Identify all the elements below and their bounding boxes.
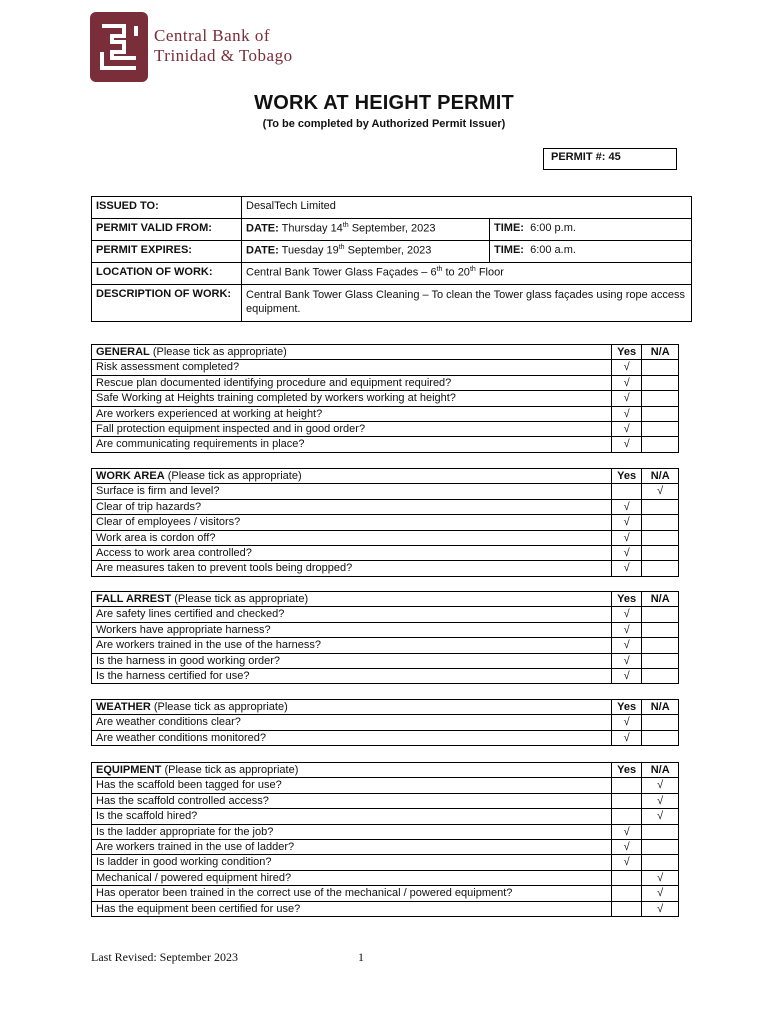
- checklist-row: [92, 545, 679, 560]
- na-checkbox[interactable]: [642, 515, 679, 530]
- na-checkbox[interactable]: √: [642, 778, 679, 793]
- expires-date-post: September, 2023: [344, 244, 432, 257]
- expires-date: [242, 241, 490, 263]
- checklist-header-row: [92, 469, 679, 484]
- checklist-question: Is the harness in good working order?: [92, 653, 612, 668]
- checklist-header-row: [92, 345, 679, 360]
- na-checkbox[interactable]: [642, 421, 679, 436]
- checklist-question: Are workers experienced at working at height?: [92, 406, 612, 421]
- checklist-question: Is the ladder appropriate for the job?: [92, 824, 612, 839]
- section-note: (Please tick as appropriate): [149, 346, 287, 358]
- na-checkbox[interactable]: √: [642, 809, 679, 824]
- na-checkbox[interactable]: [642, 406, 679, 421]
- checklist-row: [92, 653, 679, 668]
- yes-checkbox[interactable]: √: [611, 561, 642, 576]
- na-checkbox[interactable]: [642, 561, 679, 576]
- na-checkbox[interactable]: [642, 715, 679, 730]
- checklist-row: [92, 607, 679, 622]
- issued-to-value: DesalTech Limited: [242, 197, 692, 219]
- section-title-text: WORK AREA: [96, 470, 165, 482]
- yes-checkbox[interactable]: [611, 778, 642, 793]
- section-note: (Please tick as appropriate): [150, 701, 288, 713]
- checklist-row: [92, 730, 679, 745]
- na-checkbox[interactable]: [642, 824, 679, 839]
- checklist-question: Are weather conditions monitored?: [92, 730, 612, 745]
- checklist-question: Clear of trip hazards?: [92, 499, 612, 514]
- section-title: [92, 345, 612, 360]
- issued-to-label: ISSUED TO:: [92, 197, 242, 219]
- section-title: [92, 592, 612, 607]
- checklist-question: Are workers trained in the use of the harness?: [92, 638, 612, 653]
- bank-name: [154, 26, 293, 66]
- na-checkbox[interactable]: [642, 530, 679, 545]
- yes-checkbox[interactable]: √: [611, 437, 642, 452]
- na-checkbox[interactable]: [642, 668, 679, 683]
- expires-date-sup: th: [338, 244, 345, 251]
- checklist-row: [92, 622, 679, 637]
- checklist-row: [92, 809, 679, 824]
- yes-checkbox[interactable]: √: [611, 730, 642, 745]
- yes-checkbox[interactable]: √: [611, 638, 642, 653]
- section-note: (Please tick as appropriate): [161, 764, 299, 776]
- na-checkbox[interactable]: [642, 622, 679, 637]
- yes-checkbox[interactable]: √: [611, 668, 642, 683]
- yes-header: Yes: [611, 700, 642, 715]
- yes-checkbox[interactable]: √: [611, 406, 642, 421]
- checklist-row: [92, 515, 679, 530]
- yes-header: Yes: [611, 763, 642, 778]
- checklist-question: Risk assessment completed?: [92, 360, 612, 375]
- checklist-question: Has operator been trained in the correct use of the mechanical / powered equipment?: [92, 886, 612, 901]
- checklist-row: [92, 824, 679, 839]
- yes-checkbox[interactable]: [611, 484, 642, 499]
- document-subtitle: (To be completed by Authorized Permit Issuer): [262, 118, 506, 130]
- checklist-work-area: [91, 468, 679, 577]
- na-checkbox[interactable]: [642, 607, 679, 622]
- yes-checkbox[interactable]: [611, 901, 642, 916]
- yes-checkbox[interactable]: √: [611, 530, 642, 545]
- section-title: [92, 763, 612, 778]
- checklist-question: Are measures taken to prevent tools being dropped?: [92, 561, 612, 576]
- bank-name-line1: Central Bank of: [154, 26, 271, 45]
- yes-header: Yes: [611, 469, 642, 484]
- section-note: (Please tick as appropriate): [164, 470, 302, 482]
- section-title: [92, 700, 612, 715]
- yes-checkbox[interactable]: √: [611, 839, 642, 854]
- info-row-valid-from: [92, 219, 692, 241]
- checklist-question: Work area is cordon off?: [92, 530, 612, 545]
- location-value: [242, 263, 692, 285]
- checklist-row: [92, 793, 679, 808]
- time-label: TIME:: [494, 244, 524, 256]
- yes-checkbox[interactable]: √: [611, 715, 642, 730]
- checklist-question: Fall protection equipment inspected and in good order?: [92, 421, 612, 436]
- checklist-question: Are safety lines certified and checked?: [92, 607, 612, 622]
- checklist-row: [92, 375, 679, 390]
- location-sup2: th: [469, 266, 476, 273]
- expires-date-pre: Tuesday 19: [281, 244, 339, 257]
- na-header: N/A: [642, 700, 679, 715]
- valid-from-date-sup: th: [342, 222, 349, 229]
- yes-checkbox[interactable]: √: [611, 360, 642, 375]
- na-header: N/A: [642, 345, 679, 360]
- checklist-row: [92, 391, 679, 406]
- checklist-equipment: [91, 762, 679, 917]
- location-post: Floor: [475, 266, 504, 279]
- yes-checkbox[interactable]: [611, 870, 642, 885]
- checklist-row: [92, 499, 679, 514]
- checklist-row: [92, 901, 679, 916]
- info-row-issued-to: [92, 197, 692, 219]
- checklist-question: Safe Working at Heights training completed by workers working at height?: [92, 391, 612, 406]
- checklist-fall-arrest: [91, 591, 679, 684]
- section-title-text: EQUIPMENT: [96, 764, 162, 776]
- checklist-row: [92, 886, 679, 901]
- valid-from-date: [242, 219, 490, 241]
- checklist-row: [92, 437, 679, 452]
- section-title-text: FALL ARREST: [96, 593, 172, 605]
- yes-checkbox[interactable]: √: [611, 391, 642, 406]
- expires-label: PERMIT EXPIRES:: [92, 241, 242, 263]
- checklist-weather: [91, 699, 679, 746]
- expires-time-value: 6:00 a.m.: [530, 244, 576, 256]
- checklist-row: [92, 360, 679, 375]
- yes-checkbox[interactable]: √: [611, 499, 642, 514]
- checklist-row: [92, 484, 679, 499]
- yes-checkbox[interactable]: [611, 886, 642, 901]
- checklist-question: Clear of employees / visitors?: [92, 515, 612, 530]
- checklist-general: [91, 344, 679, 453]
- valid-from-date-pre: Thursday 14: [281, 222, 343, 235]
- location-pre: Central Bank Tower Glass Façades – 6: [246, 266, 437, 279]
- yes-checkbox[interactable]: √: [611, 824, 642, 839]
- checklist-question: Has the scaffold controlled access?: [92, 793, 612, 808]
- time-label: TIME:: [494, 222, 524, 234]
- valid-from-time: [490, 219, 692, 241]
- description-value: Central Bank Tower Glass Cleaning – To clean the Tower glass façades using rope access equipment.: [242, 285, 692, 322]
- na-checkbox[interactable]: [642, 839, 679, 854]
- section-title: [92, 469, 612, 484]
- bank-logo-icon: [90, 12, 148, 82]
- document-title: WORK AT HEIGHT PERMIT: [254, 92, 514, 114]
- last-revised: Last Revised: September 2023: [91, 950, 238, 964]
- checklist-row: [92, 778, 679, 793]
- checklist-row: [92, 668, 679, 683]
- na-checkbox[interactable]: [642, 437, 679, 452]
- yes-checkbox[interactable]: √: [611, 421, 642, 436]
- permit-number-box: PERMIT #: 45: [543, 148, 677, 170]
- permit-info-table: [91, 196, 692, 322]
- valid-from-time-value: 6:00 p.m.: [530, 222, 576, 234]
- checklist-row: [92, 561, 679, 576]
- yes-checkbox[interactable]: √: [611, 855, 642, 870]
- yes-header: Yes: [611, 345, 642, 360]
- na-checkbox[interactable]: [642, 653, 679, 668]
- checklist-header-row: [92, 700, 679, 715]
- yes-checkbox[interactable]: √: [611, 622, 642, 637]
- na-checkbox[interactable]: [642, 499, 679, 514]
- info-row-location: [92, 263, 692, 285]
- checklist-question: Surface is firm and level?: [92, 484, 612, 499]
- na-checkbox[interactable]: [642, 360, 679, 375]
- yes-checkbox[interactable]: √: [611, 545, 642, 560]
- checklist-row: [92, 870, 679, 885]
- checklist-row: [92, 855, 679, 870]
- na-checkbox[interactable]: √: [642, 886, 679, 901]
- expires-time: [490, 241, 692, 263]
- yes-checkbox[interactable]: √: [611, 515, 642, 530]
- checklist-question: Access to work area controlled?: [92, 545, 612, 560]
- date-label: DATE:: [246, 244, 279, 257]
- checklist-row: [92, 406, 679, 421]
- na-checkbox[interactable]: [642, 391, 679, 406]
- yes-checkbox[interactable]: √: [611, 653, 642, 668]
- checklist-header-row: [92, 763, 679, 778]
- yes-checkbox[interactable]: [611, 793, 642, 808]
- location-mid: to 20: [442, 266, 470, 279]
- checklist-row: [92, 638, 679, 653]
- na-checkbox[interactable]: √: [642, 793, 679, 808]
- section-title-text: GENERAL: [96, 346, 150, 358]
- info-row-expires: [92, 241, 692, 263]
- na-checkbox[interactable]: √: [642, 484, 679, 499]
- checklist-question: Is the harness certified for use?: [92, 668, 612, 683]
- page-number: 1: [358, 950, 364, 964]
- bank-logo: [90, 12, 350, 84]
- checklist-row: [92, 715, 679, 730]
- checklist-question: Are workers trained in the use of ladder?: [92, 839, 612, 854]
- checklist-row: [92, 530, 679, 545]
- yes-checkbox[interactable]: √: [611, 375, 642, 390]
- checklist-question: Rescue plan documented identifying procedure and equipment required?: [92, 375, 612, 390]
- checklist-question: Are weather conditions clear?: [92, 715, 612, 730]
- valid-from-date-post: September, 2023: [348, 222, 436, 235]
- location-label: LOCATION OF WORK:: [92, 263, 242, 285]
- na-checkbox[interactable]: [642, 638, 679, 653]
- section-note: (Please tick as appropriate): [171, 593, 309, 605]
- checklist-question: Is ladder in good working condition?: [92, 855, 612, 870]
- yes-checkbox[interactable]: √: [611, 607, 642, 622]
- na-checkbox[interactable]: [642, 855, 679, 870]
- checklist-question: Has the equipment been certified for use?: [92, 901, 612, 916]
- na-checkbox[interactable]: [642, 545, 679, 560]
- na-checkbox[interactable]: [642, 375, 679, 390]
- checklist-question: Workers have appropriate harness?: [92, 622, 612, 637]
- checklist-question: Are communicating requirements in place?: [92, 437, 612, 452]
- checklist-question: Is the scaffold hired?: [92, 809, 612, 824]
- checklist-row: [92, 839, 679, 854]
- na-checkbox[interactable]: [642, 730, 679, 745]
- bank-name-line2: Trinidad & Tobago: [154, 46, 293, 65]
- section-title-text: WEATHER: [96, 701, 151, 713]
- checklist-row: [92, 421, 679, 436]
- yes-header: Yes: [611, 592, 642, 607]
- info-row-description: [92, 285, 692, 322]
- checklist-header-row: [92, 592, 679, 607]
- checklist-question: Mechanical / powered equipment hired?: [92, 870, 612, 885]
- na-header: N/A: [642, 592, 679, 607]
- valid-from-label: PERMIT VALID FROM:: [92, 219, 242, 241]
- na-checkbox[interactable]: √: [642, 901, 679, 916]
- checklist-question: Has the scaffold been tagged for use?: [92, 778, 612, 793]
- date-label: DATE:: [246, 222, 279, 235]
- yes-checkbox[interactable]: [611, 809, 642, 824]
- description-label: DESCRIPTION OF WORK:: [92, 285, 242, 322]
- na-header: N/A: [642, 469, 679, 484]
- location-sup1: th: [436, 266, 443, 273]
- na-checkbox[interactable]: √: [642, 870, 679, 885]
- na-header: N/A: [642, 763, 679, 778]
